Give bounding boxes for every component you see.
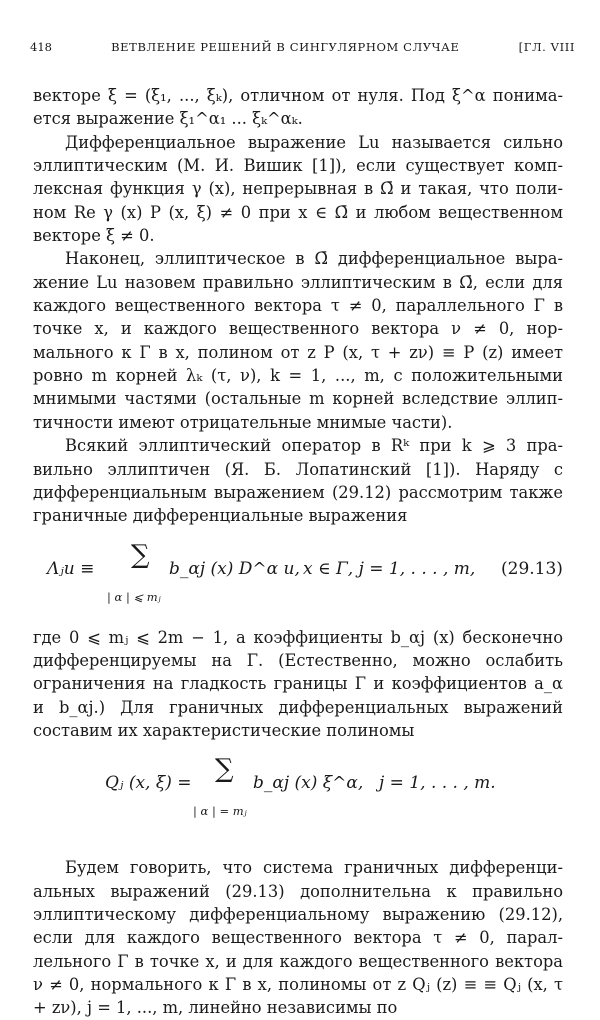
paragraph-4: Всякий эллиптический оператор в Rᵏ при k ⩾ 3 правильно эллиптичен (Я. Б. Лопатинский [1]). Наряду с дифференциальным выражением (29.12) рассмотрим также граничные дифференциальные выражения — [33, 436, 563, 526]
running-header — [30, 40, 575, 54]
paragraph-6: Будем говорить, что система граничных дифференциальных выражений (29.13) дополнительна к правильно эллиптическому дифференциальному выражению (29.12), если для каждого вещественного вектора τ ≠ 0, параллельного Γ в точке x, и для каждого вещественного вектора ν ≠ 0, нормального к Γ в x, полиномы от z Qⱼ (z) ≡ ≡ Qⱼ (x, τ + zν), j = 1, ..., m, линейно независимы по — [33, 858, 563, 1018]
formula-1-condition: x ∈ Γ, j = 1, . . . , m, — [303, 558, 476, 579]
page-number: 418 — [30, 40, 52, 54]
formula-2-subscript: | α | = mⱼ — [193, 804, 247, 819]
main-text — [33, 84, 563, 1020]
chapter-label: [ГЛ. VIII — [518, 40, 575, 54]
running-title: ВЕТВЛЕНИЕ РЕШЕНИЙ В СИНГУЛЯРНОМ СЛУЧАЕ — [111, 40, 460, 54]
formula-1-number: (29.13) — [501, 558, 563, 579]
paragraph-1: векторе ξ = (ξ₁, ..., ξₖ), отличном от нуля. Под ξ^α понимается выражение ξ₁^α₁ ... ξₖ^αₖ. — [33, 86, 563, 129]
formula-1-summand: b_αj (x) D^α u, — [169, 558, 300, 579]
paragraph-2: Дифференциальное выражение Lu называется сильно эллиптическим (М. И. Вишик [1]), если существует комплексная функция γ (x), непрерывная в Ω̄ и такая, что полином Re γ (x) P (x, ξ) ≠ 0 при x ∈ Ω̄ и любом вещественном векторе ξ ≠ 0. — [33, 132, 563, 246]
formula-characteristic — [33, 754, 563, 822]
formula-2-lhs: Qⱼ (x, ξ) = — [105, 773, 192, 794]
formula-1-sum-sign: ∑ — [131, 539, 150, 570]
paragraph-5: где 0 ⩽ mⱼ ⩽ 2m − 1, а коэффициенты b_αj (x) бесконечно дифференцируемы на Γ. (Естественно, можно ослабить ограничения на гладкость границы Γ и коэффициентов a_α и b_αj.) Для граничных дифференциальных выражений составим их характеристические полиномы — [33, 627, 563, 740]
formula-29-13 — [33, 539, 563, 608]
paragraph-3: Наконец, эллиптическое в Ω̄ дифференциальное выражение Lu назовем правильно эллиптическим в Ω̄, если для каждого вещественного вектора τ ≠ 0, параллельного Γ в точке x, и каждого вещественного вектора ν ≠ 0, нормального к Γ в x, полином от z P (x, τ + zν) ≡ P (z) имеет ровно m корней λₖ (τ, ν), k = 1, ..., m, с положительными мнимыми частями (остальные m корней вследствие эллиптичности имеют отрицательные мнимые части). — [33, 249, 563, 432]
formula-2-summand: b_αj (x) ξ^α, — [253, 773, 364, 794]
formula-1-subscript: | α | ⩽ mⱼ — [107, 589, 161, 604]
formula-2-sum-sign: ∑ — [215, 754, 234, 785]
formula-1-lhs: Λⱼu ≡ — [47, 558, 95, 579]
formula-2-condition: j = 1, . . . , m. — [379, 773, 496, 794]
